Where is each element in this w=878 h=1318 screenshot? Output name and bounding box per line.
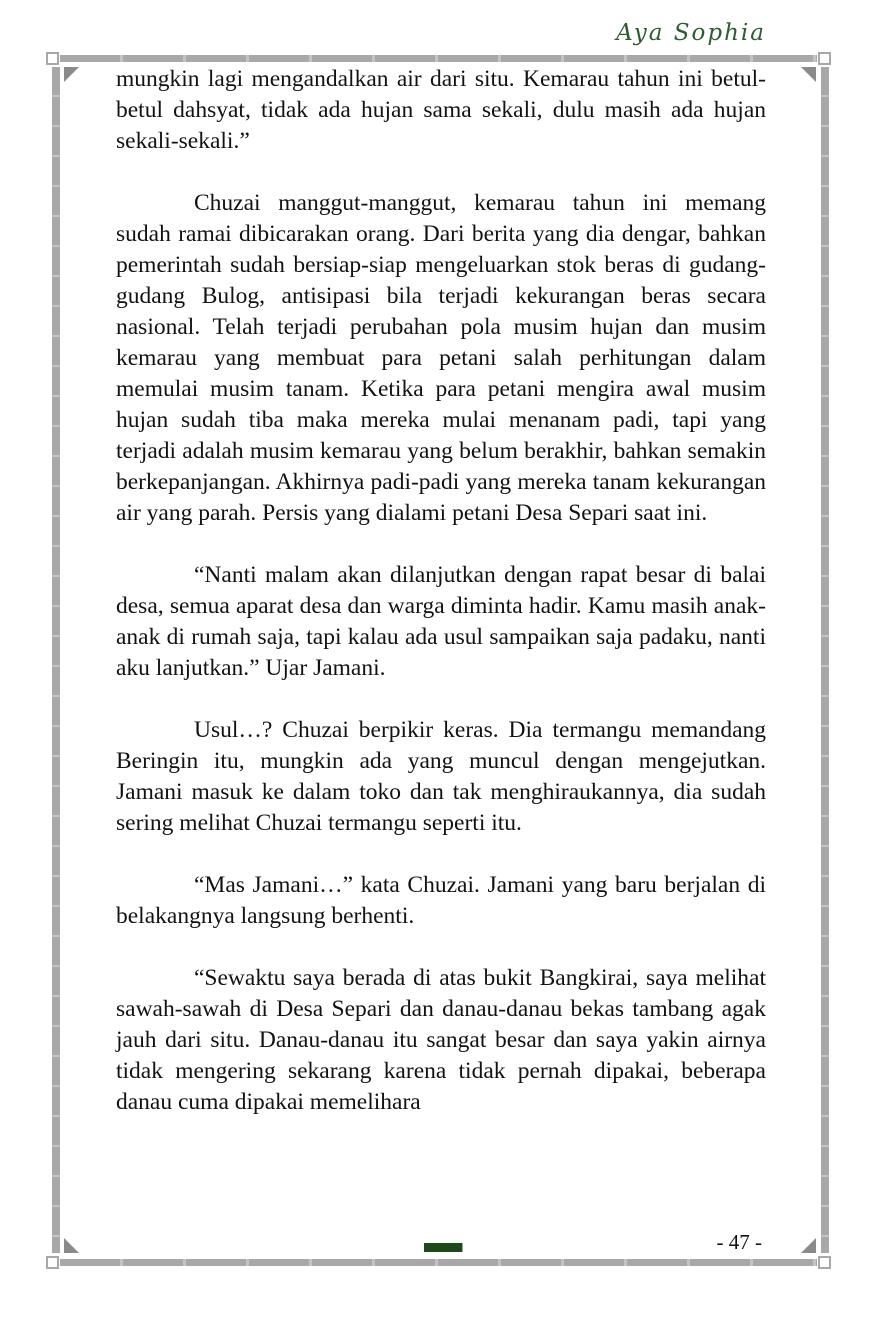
frame-left-bar	[52, 67, 60, 1253]
paragraph: “Sewaktu saya berada di atas bukit Bangkirai, saya melihat sawah-sawah di Desa Separi dan danau-danau bekas tambang agak jauh dari situ. Danau-danau itu sangat besar dan saya yakin airnya tidak mengering sekarang karena tidak pernah dipakai, beberapa danau cuma dipakai memelihara	[116, 965, 766, 1115]
paragraph: “Mas Jamani…” kata Chuzai. Jamani yang baru berjalan di belakangnya langsung berhenti.	[116, 872, 766, 929]
corner-triangle-ornament-bottom-left	[64, 1238, 79, 1253]
paragraph: “Nanti malam akan dilanjutkan dengan rapat besar di balai desa, semua aparat desa dan warga diminta hadir. Kamu masih anak-anak di rumah saja, tapi kalau ada usul sampaikan saja padaku, nanti aku lanjutkan.” Ujar Jamani.	[116, 562, 766, 681]
running-header-author: Aya Sophia	[616, 20, 766, 46]
frame-corner-square-top-left	[46, 52, 59, 65]
paragraph-continuation: mungkin lagi mengandalkan air dari situ. Kemarau tahun ini betul-betul dahsyat, tidak ada hujan sama sekali, dulu masih ada hujan sekali-sekali.”	[116, 66, 766, 154]
frame-corner-square-bottom-right	[818, 1256, 831, 1269]
frame-corner-square-bottom-left	[46, 1256, 59, 1269]
frame-right-bar	[821, 67, 829, 1253]
frame-top-bar	[60, 55, 817, 62]
corner-triangle-ornament-bottom-right	[801, 1238, 816, 1253]
paragraph: Usul…? Chuzai berpikir keras. Dia termangu memandang Beringin itu, mungkin ada yang muncul dengan mengejutkan. Jamani masuk ke dalam toko dan tak menghiraukannya, dia sudah sering melihat Chuzai termangu seperti itu.	[116, 717, 766, 836]
frame-bottom-bar	[60, 1259, 817, 1266]
page-number: - 47 -	[716, 1230, 762, 1254]
body-text	[116, 64, 766, 1118]
corner-triangle-ornament-top-right	[801, 67, 816, 82]
frame-corner-square-top-right	[818, 52, 831, 65]
footer-separator-ornament	[424, 1243, 463, 1252]
paragraph: Chuzai manggut-manggut, kemarau tahun ini memang sudah ramai dibicarakan orang. Dari berita yang dia dengar, bahkan pemerintah sudah bersiap-siap mengeluarkan stok beras di gudang-gudang Bulog, antisipasi bila terjadi kekurangan beras secara nasional. Telah terjadi perubahan pola musim hujan dan musim kemarau yang membuat para petani salah perhitungan dalam memulai musim tanam. Ketika para petani mengira awal musim hujan sudah tiba maka mereka mulai menanam padi, tapi yang terjadi adalah musim kemarau yang belum berakhir, bahkan semakin berkepanjangan. Akhirnya padi-padi yang mereka tanam kekurangan air yang parah. Persis yang dialami petani Desa Separi saat ini.	[116, 190, 766, 526]
corner-triangle-ornament-top-left	[64, 67, 79, 82]
